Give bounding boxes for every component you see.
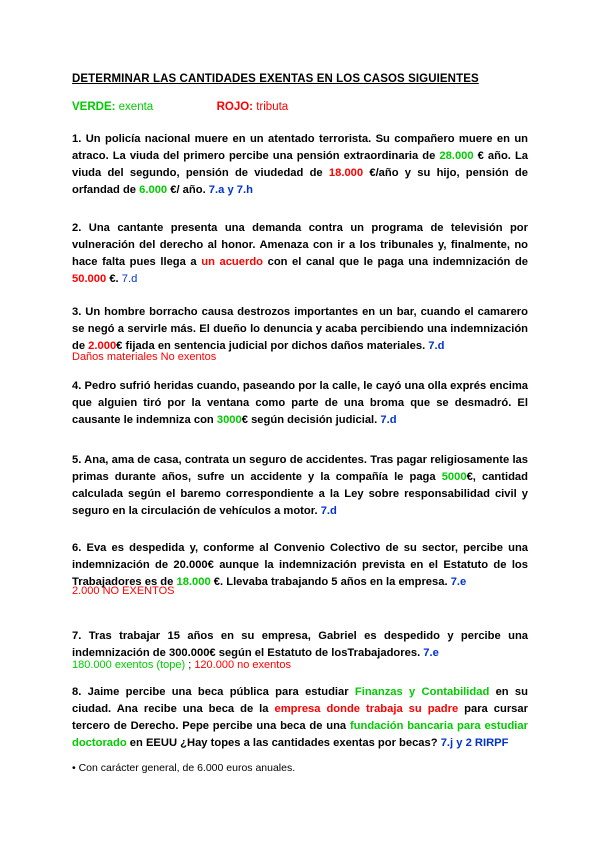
- case-3-note: Daños materiales No exentos: [72, 351, 217, 363]
- case-3: 3. Un hombre borracho causa destrozos importantes en un bar, cuando el camarero se negó a servirle más. El dueño lo denuncia y acaba percibiendo una indemnización de 2.000€ fijada en sentencia judicial por dichos daños materiales. 7.d: [72, 306, 528, 352]
- exempt-item: fundación bancaria para estudiar doctorado: [72, 720, 528, 749]
- exempt-amount: 18.000: [176, 576, 211, 588]
- taxed-amount: 18.000: [328, 167, 364, 179]
- case-4: 4. Pedro sufrió heridas cuando, paseando por la calle, le cayó una olla exprés encima que alguien tiró por la ventana como parte de una broma que se desmadró. El causante le indemniza con 3000€ según decisión judicial. 7.d: [72, 380, 528, 426]
- exempt-amount: 3000: [216, 414, 242, 426]
- taxed-item: empresa donde trabaja su padre: [274, 703, 459, 715]
- legend-red-label: ROJO:: [216, 101, 254, 113]
- case-1: 1. Un policía nacional muere en un atentado terrorista. Su compañero muere en un atraco. La viuda del primero percibe una pensión extraordinaria de 28.000 € año. La viuda del segundo, pensión de viudedad de 18.000 €/año y su hijo, pensión de orfandad de 6.000 €/ año. 7.a y 7.h: [72, 133, 528, 196]
- legal-reference: 7.e: [450, 576, 467, 588]
- legal-reference: 7.d: [428, 340, 445, 352]
- exempt-amount: 28.000: [439, 150, 474, 162]
- legend-green-label: VERDE:: [72, 101, 116, 113]
- case-7-note: 180.000 exentos (tope) ; 120.000 no exentos: [72, 659, 291, 671]
- legal-reference: 7.e: [423, 647, 439, 659]
- case-5: 5. Ana, ama de casa, contrata un seguro de accidentes. Tras pagar religiosamente las primas durante años, sufre un accidente y la compañía le paga 5000€, cantidad calculada según el baremo correspondiente a la Ley sobre responsabilidad civil y seguro en la circulación de vehículos a motor. 7.d: [72, 454, 528, 517]
- document-title: DETERMINAR LAS CANTIDADES EXENTAS EN LOS CASOS SIGUIENTES: [72, 73, 479, 85]
- case-6: 6. Eva es despedida y, conforme al Convenio Colectivo de su sector, percibe una indemnización de 20.000€ aunque la indemnización prevista en el Estatuto de los Trabajadores es de 18.000 €. Llevaba trabajando 5 años en la empresa. 7.e: [72, 542, 528, 588]
- case-6-note: 2.000 NO EXENTOS: [72, 585, 175, 597]
- legal-reference: 7.d: [380, 414, 397, 426]
- exempt-amount: 5000: [441, 471, 467, 483]
- color-legend: [72, 101, 288, 113]
- legend-green-text: exenta: [118, 101, 154, 113]
- legal-reference: 7.j y 2 RIRPF: [440, 737, 509, 749]
- exempt-item: Finanzas y Contabilidad: [354, 686, 490, 698]
- exempt-amount: 6.000: [139, 184, 168, 196]
- taxed-amount: un acuerdo: [201, 256, 264, 268]
- taxed-amount: 2.000: [88, 340, 117, 352]
- bullet-note: • Con carácter general, de 6.000 euros anuales.: [72, 762, 296, 774]
- case-7: 7. Tras trabajar 15 años en su empresa, Gabriel es despedido y percibe una indemnización de 300.000€ según el Estatuto de losTrabajadores. 7.e: [72, 630, 528, 659]
- legal-reference: 7.a y 7.h: [208, 184, 253, 196]
- taxed-amount: 50.000: [72, 273, 107, 285]
- case-8: 8. Jaime percibe una beca pública para estudiar Finanzas y Contabilidad en su ciudad. Ana recibe una beca de la empresa donde trabaja su padre para cursar tercero de Derecho. Pepe percibe una beca de una fundación bancaria para estudiar doctorado en EEUU ¿Hay topes a las cantidades exentas por becas? 7.j y 2 RIRPF: [72, 686, 528, 749]
- legend-red-text: tributa: [256, 101, 289, 113]
- legal-reference: 7.d: [320, 505, 337, 517]
- case-2: 2. Una cantante presenta una demanda contra un programa de televisión por vulneración del derecho al honor. Amenaza con ir a los tribunales y, finalmente, no hace falta pues llega a un acuerdo con el canal que le paga una indemnización de 50.000 €. 7.d: [72, 222, 529, 285]
- legal-reference: 7.d: [121, 273, 138, 285]
